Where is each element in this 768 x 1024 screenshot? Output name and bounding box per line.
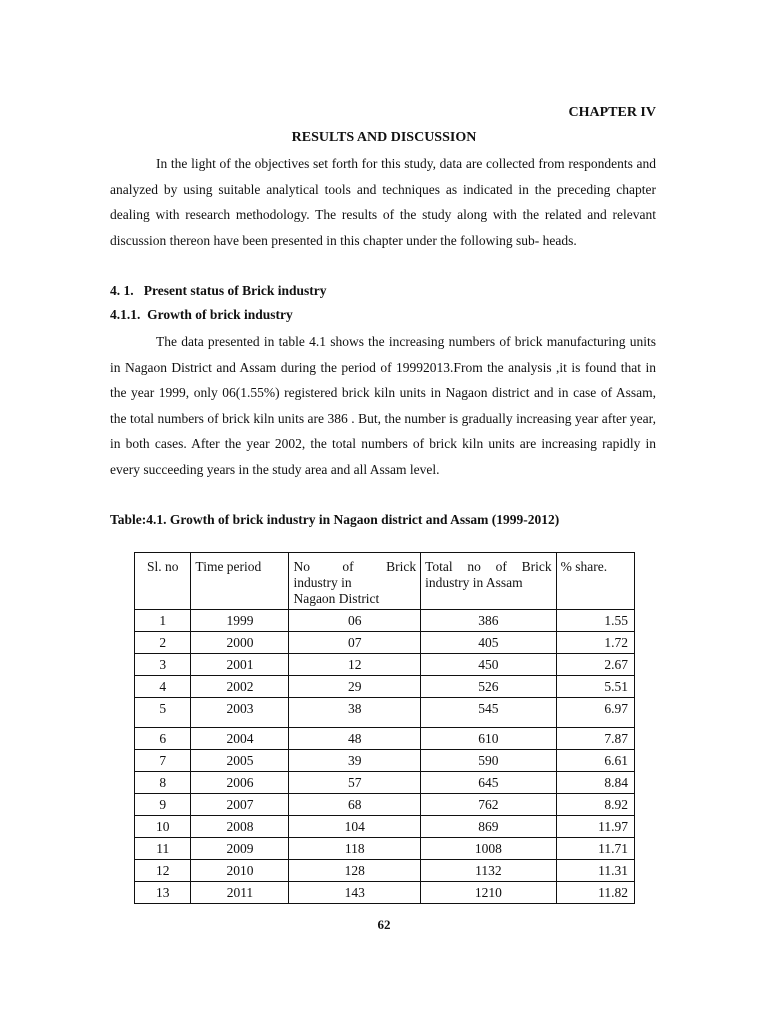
cell-assam-total: 526	[421, 676, 557, 698]
cell-time-period: 2005	[191, 750, 289, 772]
cell-sl-no: 5	[135, 698, 191, 728]
table-row	[135, 676, 635, 698]
chapter-label: CHAPTER IV	[568, 105, 656, 120]
cell-time-period: 1999	[191, 610, 289, 632]
cell-share: 5.51	[556, 676, 634, 698]
cell-nagaon-count: 143	[289, 882, 421, 904]
header-sl-no: Sl. no	[135, 553, 191, 610]
table-header-row	[135, 553, 635, 610]
cell-time-period: 2006	[191, 772, 289, 794]
cell-assam-total: 869	[421, 816, 557, 838]
cell-share: 8.84	[556, 772, 634, 794]
cell-share: 1.55	[556, 610, 634, 632]
cell-assam-total: 450	[421, 654, 557, 676]
header-nagaon-line3: Nagaon District	[293, 591, 380, 606]
cell-sl-no: 9	[135, 794, 191, 816]
cell-time-period: 2002	[191, 676, 289, 698]
header-assam-line2: industry in Assam	[425, 575, 523, 590]
cell-nagaon-count: 48	[289, 728, 421, 750]
cell-nagaon-count: 57	[289, 772, 421, 794]
table-caption: Table:4.1. Growth of brick industry in Nagaon district and Assam (1999-2012)	[110, 512, 560, 527]
cell-time-period: 2007	[191, 794, 289, 816]
cell-share: 2.67	[556, 654, 634, 676]
cell-nagaon-count: 29	[289, 676, 421, 698]
cell-sl-no: 4	[135, 676, 191, 698]
table-row	[135, 654, 635, 676]
cell-assam-total: 762	[421, 794, 557, 816]
cell-assam-total: 545	[421, 698, 557, 728]
table-row	[135, 882, 635, 904]
cell-time-period: 2001	[191, 654, 289, 676]
cell-time-period: 2003	[191, 698, 289, 728]
table-row	[135, 632, 635, 654]
header-assam-line1: Total no of Brick	[425, 559, 552, 574]
cell-share: 11.71	[556, 838, 634, 860]
cell-share: 6.97	[556, 698, 634, 728]
cell-share: 6.61	[556, 750, 634, 772]
cell-nagaon-count: 38	[289, 698, 421, 728]
cell-share: 8.92	[556, 794, 634, 816]
growth-table	[134, 552, 635, 904]
cell-time-period: 2008	[191, 816, 289, 838]
cell-sl-no: 13	[135, 882, 191, 904]
cell-assam-total: 590	[421, 750, 557, 772]
cell-share: 7.87	[556, 728, 634, 750]
table-body	[135, 610, 635, 904]
header-nagaon-line2: industry in	[293, 575, 352, 590]
cell-share: 11.82	[556, 882, 634, 904]
cell-share: 11.97	[556, 816, 634, 838]
table-row	[135, 698, 635, 728]
cell-nagaon-count: 12	[289, 654, 421, 676]
cell-assam-total: 405	[421, 632, 557, 654]
page-number: 62	[377, 917, 391, 932]
section-title: RESULTS AND DISCUSSION	[291, 130, 477, 145]
cell-time-period: 2009	[191, 838, 289, 860]
heading-4-1-1: 4.1.1. Growth of brick industry	[110, 307, 293, 322]
table-row	[135, 838, 635, 860]
cell-nagaon-count: 118	[289, 838, 421, 860]
cell-sl-no: 11	[135, 838, 191, 860]
header-assam-total	[421, 553, 557, 610]
cell-time-period: 2011	[191, 882, 289, 904]
cell-time-period: 2004	[191, 728, 289, 750]
table-row	[135, 728, 635, 750]
table-row	[135, 860, 635, 882]
cell-sl-no: 3	[135, 654, 191, 676]
table-row	[135, 772, 635, 794]
cell-assam-total: 1008	[421, 838, 557, 860]
cell-nagaon-count: 06	[289, 610, 421, 632]
cell-time-period: 2010	[191, 860, 289, 882]
table-row	[135, 610, 635, 632]
table-row	[135, 816, 635, 838]
cell-sl-no: 6	[135, 728, 191, 750]
cell-time-period: 2000	[191, 632, 289, 654]
cell-nagaon-count: 07	[289, 632, 421, 654]
cell-nagaon-count: 128	[289, 860, 421, 882]
cell-assam-total: 386	[421, 610, 557, 632]
cell-assam-total: 610	[421, 728, 557, 750]
cell-sl-no: 2	[135, 632, 191, 654]
header-share: % share.	[556, 553, 634, 610]
intro-paragraph: In the light of the objectives set forth for this study, data are collected from respondents and analyzed by using suitable analytical tools and techniques as indicated in the preceding chapter dealing with research methodology. The results of the study along with the related and relevant discussion thereon have been presented in this chapter under the following sub- heads.	[110, 156, 656, 248]
header-nagaon-line1: No of Brick	[293, 559, 417, 574]
cell-share: 11.31	[556, 860, 634, 882]
growth-paragraph: The data presented in table 4.1 shows the increasing numbers of brick manufacturing units in Nagaon District and Assam during the period of 19992013.From the analysis ,it is found that in the year 1999, only 06(1.55%) registered brick kiln units in Nagaon district and in case of Assam, the total numbers of brick kiln units are 386 . But, the number is gradually increasing year after year, in both cases. After the year 2002, the total numbers of brick kiln units are increasing rapidly in every succeeding years in the study area and all Assam level.	[110, 334, 656, 477]
cell-assam-total: 645	[421, 772, 557, 794]
cell-nagaon-count: 68	[289, 794, 421, 816]
cell-assam-total: 1132	[421, 860, 557, 882]
cell-sl-no: 8	[135, 772, 191, 794]
table-row	[135, 750, 635, 772]
cell-sl-no: 12	[135, 860, 191, 882]
header-time-period: Time period	[191, 553, 289, 610]
cell-sl-no: 7	[135, 750, 191, 772]
cell-sl-no: 1	[135, 610, 191, 632]
heading-4-1: 4. 1. Present status of Brick industry	[110, 283, 327, 298]
header-nagaon-count	[289, 553, 421, 610]
cell-assam-total: 1210	[421, 882, 557, 904]
cell-share: 1.72	[556, 632, 634, 654]
cell-nagaon-count: 39	[289, 750, 421, 772]
cell-sl-no: 10	[135, 816, 191, 838]
table-row	[135, 794, 635, 816]
cell-nagaon-count: 104	[289, 816, 421, 838]
